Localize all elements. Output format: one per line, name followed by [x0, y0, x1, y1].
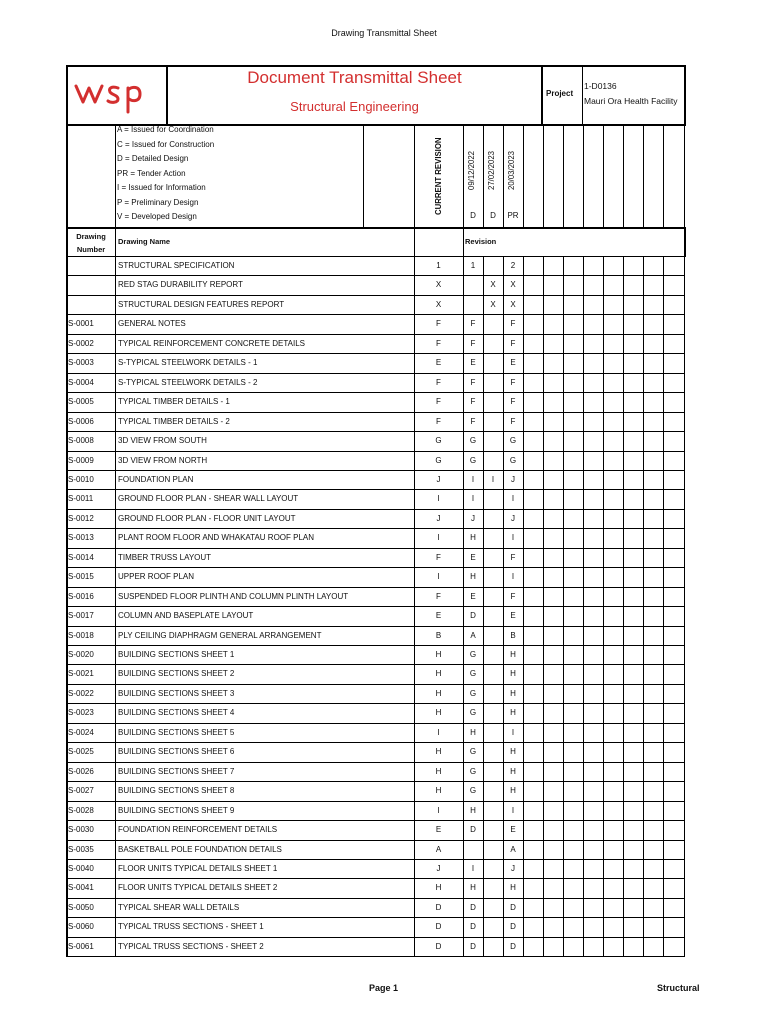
logo-divider [166, 65, 168, 124]
drawing-name: FOUNDATION REINFORCEMENT DETAILS [118, 825, 278, 835]
colhdr-col [115, 227, 116, 256]
border-left [66, 65, 68, 957]
row-line [66, 878, 685, 879]
revision-3: F [510, 397, 516, 407]
drawing-name: FLOOR UNITS TYPICAL DETAILS SHEET 1 [118, 863, 278, 873]
revision-3: F [510, 552, 516, 562]
legend-item: I = Issued for Information [117, 183, 206, 192]
drawing-number: S-0035 [68, 844, 94, 854]
current-revision: D [435, 922, 442, 932]
drawing-name: BUILDING SECTIONS SHEET 8 [118, 786, 235, 796]
current-revision: E [435, 825, 442, 835]
drawing-name: 3D VIEW FROM SOUTH [118, 436, 207, 446]
drawing-name: TYPICAL TRUSS SECTIONS - SHEET 1 [118, 922, 264, 932]
revision-3: J [511, 513, 515, 523]
revision-1: G [469, 436, 477, 446]
legend-col [483, 124, 484, 227]
legend-col [463, 124, 464, 227]
drawing-name: SUSPENDED FLOOR PLINTH AND COLUMN PLINTH LAYOUT [118, 591, 349, 601]
row-line [66, 412, 685, 413]
revision-1: H [470, 883, 476, 893]
row-line [66, 392, 685, 393]
legend-item: D = Detailed Design [117, 154, 189, 163]
current-revision: J [436, 513, 441, 523]
revision-3: G [509, 455, 517, 465]
revision-3: D [510, 902, 516, 912]
revision-1: 1 [470, 261, 476, 270]
drawing-number: S-0008 [68, 436, 94, 446]
drawing-number: S-0020 [68, 650, 94, 659]
border-top [66, 65, 684, 67]
revision-1: H [470, 572, 476, 582]
drawing-name: GROUND FLOOR PLAN - FLOOR UNIT LAYOUT [118, 513, 296, 523]
revision-2: X [490, 280, 496, 290]
drawing-number: S-0009 [68, 455, 94, 465]
revision-1: G [469, 747, 477, 757]
revision-3: I [511, 572, 515, 582]
row-line [66, 820, 685, 821]
wsp-logo [74, 76, 158, 114]
drawing-number: S-0010 [68, 474, 94, 484]
drawing-name: BUILDING SECTIONS SHEET 5 [118, 727, 235, 737]
revision-1: J [471, 513, 475, 523]
revision-3: J [511, 863, 515, 873]
revision-3: H [510, 883, 516, 893]
drawing-name: STRUCTURAL SPECIFICATION [118, 261, 235, 270]
row-line [66, 548, 685, 549]
drawing-number: S-0024 [68, 727, 94, 737]
row-line [66, 314, 685, 315]
drawing-number: S-0040 [68, 863, 94, 873]
row-line [66, 528, 685, 529]
drawing-number: S-0026 [68, 766, 94, 776]
drawing-name: S-TYPICAL STEELWORK DETAILS - 2 [118, 377, 258, 387]
revision-1: G [469, 708, 477, 718]
revision-2: X [490, 299, 496, 309]
drawing-number: S-0061 [68, 941, 94, 951]
row-line [66, 606, 685, 607]
drawing-number: S-0012 [68, 513, 94, 523]
legend-col [543, 124, 544, 227]
revision-1: F [470, 377, 476, 387]
revision-3: H [510, 766, 516, 776]
project-label: Project [546, 89, 574, 98]
drawing-number: S-0021 [68, 669, 94, 679]
legend-col [623, 124, 624, 227]
current-revision: H [435, 688, 442, 698]
drawing-name: TYPICAL TIMBER DETAILS - 1 [118, 397, 230, 407]
colhdr-col [414, 227, 415, 256]
current-revision: E [435, 358, 442, 368]
row-line [66, 373, 685, 374]
current-revision: G [435, 455, 442, 465]
drawing-number: S-0015 [68, 572, 94, 582]
drawing-name: PLY CEILING DIAPHRAGM GENERAL ARRANGEMENT [118, 630, 322, 640]
revision-3: F [510, 377, 516, 387]
legend-col [414, 124, 415, 227]
drawing-number: S-0022 [68, 688, 94, 698]
row-line [66, 723, 685, 724]
drawing-name: RED STAG DURABILITY REPORT [118, 280, 243, 290]
revision-1: G [469, 766, 477, 776]
revision-1: G [469, 688, 477, 698]
row-line [66, 295, 685, 296]
drawing-name: BUILDING SECTIONS SHEET 9 [118, 805, 235, 815]
header-divider [66, 124, 686, 126]
row-line [66, 917, 685, 918]
row-line [66, 626, 685, 627]
revision-3: E [510, 611, 516, 621]
legend-left [115, 124, 116, 227]
revision-2: I [491, 474, 495, 484]
current-revision: H [435, 650, 442, 659]
issue-date: 09/12/2022 [467, 150, 476, 190]
row-line [66, 956, 685, 957]
revision-1: H [470, 533, 476, 543]
drawing-number: S-0011 [68, 494, 94, 504]
drawing-name: FOUNDATION PLAN [118, 474, 194, 484]
current-revision: H [435, 883, 442, 893]
revision-1: D [470, 611, 476, 621]
revision-1: D [470, 922, 476, 932]
current-revision: F [436, 552, 441, 562]
revision-3: E [510, 358, 516, 368]
current-revision: J [436, 474, 441, 484]
revision-header: Revision [465, 237, 497, 246]
current-revision: F [436, 377, 441, 387]
current-revision: X [435, 299, 442, 309]
drawing-number: S-0006 [68, 416, 94, 426]
drawing-name: TYPICAL SHEAR WALL DETAILS [118, 902, 240, 912]
row-line [66, 801, 685, 802]
revision-3: H [510, 688, 516, 698]
drawing-name: BUILDING SECTIONS SHEET 6 [118, 747, 235, 757]
revision-1: F [470, 397, 476, 407]
revision-3: 2 [510, 261, 516, 270]
legend-divider [66, 227, 686, 229]
drawing-name: COLUMN AND BASEPLATE LAYOUT [118, 611, 254, 621]
current-revision: H [435, 786, 442, 796]
drawing-name: FLOOR UNITS TYPICAL DETAILS SHEET 2 [118, 883, 278, 893]
legend-gap [363, 124, 364, 227]
legend-col [603, 124, 604, 227]
row-line [66, 898, 685, 899]
row-line [66, 937, 685, 938]
revision-3: A [510, 844, 516, 854]
border-right-header [684, 65, 686, 125]
colhdr-divider [66, 256, 686, 257]
page-number: Page 1 [369, 983, 399, 993]
drawing-number-header: Drawing Number [76, 232, 106, 254]
current-revision: I [437, 533, 440, 543]
colhdr-col [463, 227, 464, 256]
revision-1: F [470, 338, 476, 348]
revision-3: G [509, 436, 517, 446]
drawing-number: S-0017 [68, 611, 94, 621]
current-revision: 1 [436, 261, 441, 270]
row-line [66, 781, 685, 782]
revision-1: E [470, 591, 476, 601]
current-revision: H [435, 747, 442, 757]
footer-discipline: Structural [657, 983, 700, 993]
revision-3: I [511, 533, 515, 543]
legend-item: PR = Tender Action [117, 168, 186, 178]
issue-reason: D [470, 211, 476, 220]
legend-item: P = Preliminary Design [117, 197, 199, 207]
legend-col [563, 124, 564, 227]
drawing-name-header: Drawing Name [118, 237, 171, 246]
current-revision: I [437, 805, 440, 815]
legend-col [503, 124, 504, 227]
revision-1: G [469, 786, 477, 796]
current-revision: D [435, 941, 442, 951]
drawing-number: S-0060 [68, 922, 94, 932]
row-line [66, 451, 685, 452]
drawing-number: S-0041 [68, 883, 94, 893]
revision-3: H [510, 708, 516, 718]
revision-1: F [470, 319, 476, 329]
row-line [66, 334, 685, 335]
drawing-number: S-0025 [68, 747, 94, 757]
row-line [66, 489, 685, 490]
document-subtitle: Structural Engineering [290, 99, 419, 114]
revision-1: G [469, 455, 477, 465]
revision-1: E [470, 358, 476, 368]
revision-3: I [511, 805, 515, 815]
revision-1: F [470, 416, 476, 426]
revision-3: J [511, 474, 515, 484]
row-line [66, 840, 685, 841]
current-revision: E [435, 611, 442, 621]
legend-col [663, 124, 664, 227]
issue-date: 20/03/2023 [507, 150, 516, 190]
row-line [66, 742, 685, 743]
current-revision: G [435, 436, 442, 446]
project-divider [582, 65, 583, 124]
drawing-name: S-TYPICAL STEELWORK DETAILS - 1 [118, 358, 258, 368]
revision-3: F [510, 591, 516, 601]
drawing-name: TYPICAL TIMBER DETAILS - 2 [118, 416, 230, 426]
revision-3: I [511, 727, 515, 737]
current-revision: H [435, 669, 442, 679]
revision-1: I [471, 863, 475, 873]
row-line [66, 645, 685, 646]
revision-1: G [469, 669, 477, 679]
current-revision: I [437, 572, 440, 582]
drawing-name: 3D VIEW FROM NORTH [118, 455, 208, 465]
title-divider [541, 65, 543, 124]
revision-1: I [471, 474, 475, 484]
current-revision: F [436, 397, 441, 407]
revision-3: H [510, 786, 516, 796]
project-name: Mauri Ora Health Facility [584, 96, 678, 106]
drawing-name: STRUCTURAL DESIGN FEATURES REPORT [118, 299, 285, 309]
drawing-number: S-0050 [68, 902, 94, 912]
current-revision-label: CURRENT REVISION [434, 137, 443, 215]
current-revision: I [437, 727, 440, 737]
row-line [66, 859, 685, 860]
legend-item: V = Developed Design [117, 212, 197, 221]
drawing-name: BASKETBALL POLE FOUNDATION DETAILS [118, 844, 282, 854]
drawing-number: S-0028 [68, 805, 94, 815]
drawing-number: S-0001 [68, 319, 94, 329]
legend-col [643, 124, 644, 227]
revision-1: D [470, 902, 476, 912]
row-line [66, 762, 685, 763]
drawing-name: GENERAL NOTES [118, 319, 186, 329]
revision-3: H [510, 747, 516, 757]
revision-3: H [510, 650, 516, 659]
row-line [66, 703, 685, 704]
revision-3: I [511, 494, 515, 504]
drawing-name: BUILDING SECTIONS SHEET 4 [118, 708, 235, 718]
colhdr-right [684, 227, 686, 256]
revision-3: E [510, 825, 516, 835]
row-line [66, 567, 685, 568]
current-revision: F [436, 338, 441, 348]
drawing-name: TIMBER TRUSS LAYOUT [118, 552, 212, 562]
revision-1: G [469, 650, 477, 659]
current-revision: F [436, 416, 441, 426]
drawing-number: S-0018 [68, 630, 94, 640]
drawing-name: UPPER ROOF PLAN [118, 572, 195, 582]
revision-1: I [471, 494, 475, 504]
current-revision: H [435, 708, 442, 718]
revision-3: X [510, 299, 516, 309]
revision-1: E [470, 552, 476, 562]
row-line [66, 664, 685, 665]
drawing-name: BUILDING SECTIONS SHEET 1 [118, 650, 235, 659]
row-line [66, 353, 685, 354]
current-revision: F [436, 591, 441, 601]
revision-3: D [510, 941, 516, 951]
legend-item: C = Issued for Construction [117, 139, 215, 149]
current-revision: D [435, 902, 442, 912]
legend-item: A = Issued for Coordination [117, 125, 214, 134]
project-number: 1-D0136 [584, 81, 617, 91]
drawing-number: S-0013 [68, 533, 94, 543]
current-revision: B [435, 630, 442, 640]
drawing-number: S-0023 [68, 708, 94, 718]
drawing-number: S-0016 [68, 591, 94, 601]
drawing-name: BUILDING SECTIONS SHEET 3 [118, 688, 235, 698]
revision-3: X [510, 280, 516, 290]
revision-1: D [470, 941, 476, 951]
revision-3: F [510, 416, 516, 426]
drawing-name: BUILDING SECTIONS SHEET 2 [118, 669, 235, 679]
row-line [66, 587, 685, 588]
drawing-number: S-0030 [68, 825, 94, 835]
current-revision: I [437, 494, 440, 504]
current-revision: J [436, 863, 441, 873]
legend-col [523, 124, 524, 227]
revision-1: H [470, 805, 476, 815]
legend-col [684, 124, 685, 227]
drawing-number: S-0014 [68, 552, 94, 562]
row-line [66, 470, 685, 471]
page-header: Drawing Transmittal Sheet [331, 28, 437, 38]
drawing-number: S-0004 [68, 377, 94, 387]
current-revision: F [436, 319, 441, 329]
row-line [66, 431, 685, 432]
revision-3: H [510, 669, 516, 679]
drawing-name: GROUND FLOOR PLAN - SHEAR WALL LAYOUT [118, 494, 299, 504]
row-line [66, 684, 685, 685]
drawing-number: S-0003 [68, 358, 94, 368]
row-line [66, 275, 685, 276]
drawing-name: BUILDING SECTIONS SHEET 7 [118, 766, 235, 776]
revision-3: B [510, 630, 516, 640]
revision-3: F [510, 319, 516, 329]
issue-reason: PR [507, 211, 519, 220]
current-revision: A [435, 844, 442, 854]
drawing-name: TYPICAL TRUSS SECTIONS - SHEET 2 [118, 941, 264, 951]
revision-1: H [470, 727, 476, 737]
current-revision: H [435, 766, 442, 776]
revision-3: D [510, 922, 516, 932]
revision-1: D [470, 825, 476, 835]
drawing-name: TYPICAL REINFORCEMENT CONCRETE DETAILS [118, 338, 305, 348]
drawing-number: S-0027 [68, 786, 94, 796]
drawing-number: S-0005 [68, 397, 94, 407]
drawing-number: S-0002 [68, 338, 94, 348]
row-line [66, 509, 685, 510]
issue-reason: D [490, 211, 496, 220]
revision-3: F [510, 338, 516, 348]
legend-col [583, 124, 584, 227]
revision-1: A [470, 630, 476, 640]
issue-date: 27/02/2023 [487, 150, 496, 190]
document-title: Document Transmittal Sheet [247, 68, 462, 87]
drawing-name: PLANT ROOM FLOOR AND WHAKATAU ROOF PLAN [118, 533, 315, 543]
current-revision: X [435, 280, 442, 290]
